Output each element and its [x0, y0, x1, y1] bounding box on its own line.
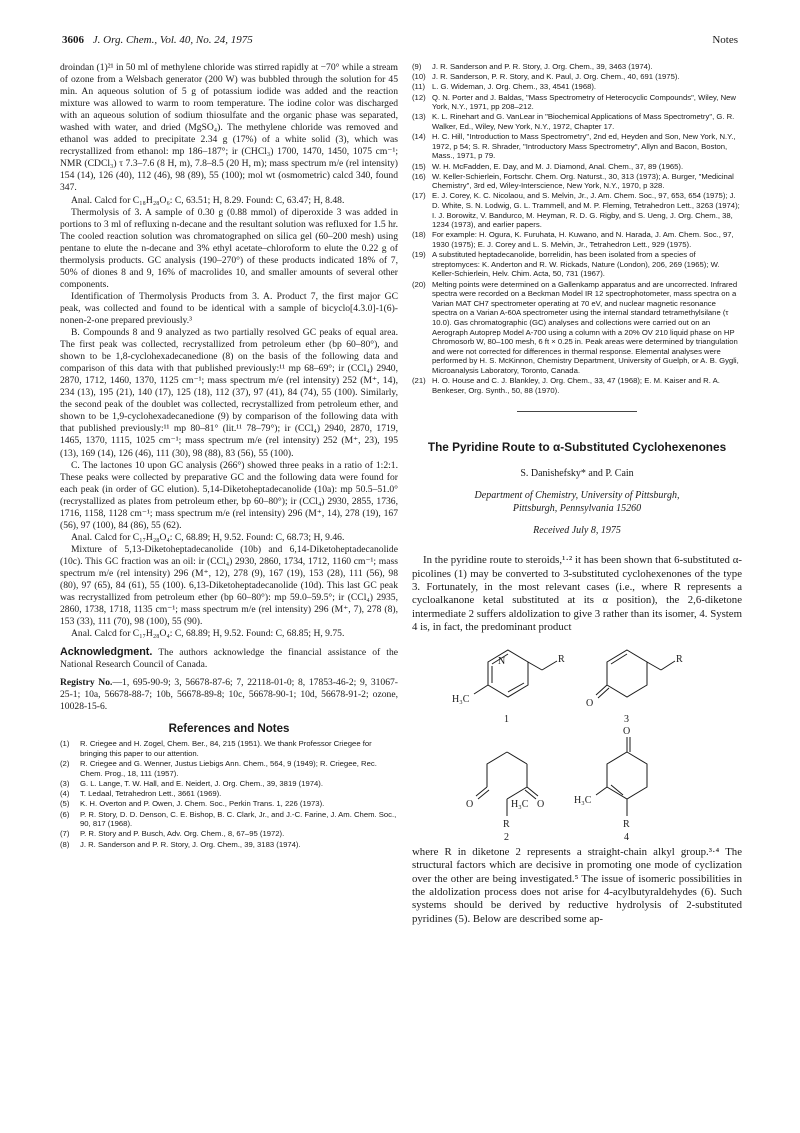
reference-item: (11) L. G. Wideman, J. Org. Chem., 33, 4541 (1968). — [412, 82, 597, 92]
paragraph: Anal. Calcd for C₁₈H₂₈O₆: C, 63.51; H, 8.29. Found: C, 63.47; H, 8.48. — [71, 194, 345, 206]
ch3-label: H₃C — [452, 694, 470, 706]
left-column — [60, 62, 398, 850]
structure-1 — [474, 650, 557, 697]
structure-4 — [596, 737, 647, 816]
page-number: 3606 — [62, 34, 84, 46]
r-label: R — [503, 819, 510, 831]
affiliation: Department of Chemistry, University of Pittsburgh, Pittsburgh, Pennsylvania 15260 — [474, 490, 680, 515]
structure-number: 4 — [624, 832, 629, 843]
reference-item: (8) J. R. Sanderson and P. R. Story, J. Org. Chem., 39, 3183 (1974). — [60, 839, 301, 849]
structure-2 — [476, 752, 538, 816]
structure-number: 1 — [504, 714, 509, 726]
structure-number: 2 — [504, 832, 509, 843]
r-label: R — [558, 654, 565, 666]
structure-number: 3 — [624, 714, 629, 726]
reference-item: (20) Melting points were determined on a Gallenkamp apparatus and are uncorrected. Infrared spectra were recorded on a Beckman Model IR 12 spectrophotometer, mass spectra on a Varian MAT CH7 spectrometer operating at 70 eV, and nuclear magnetic resonance spectra on a Varian A-60A spectrometer using the internal standard tetramethylsilane (τ 10.0). Gas chromatographic (GC) analyses and collections were carried out on an Aerograph Autoprep Model A-700 using a column with a 20% OV 210 liquid phase on HP Chromosorb W, 80–100 mesh, 6 ft × 0.25 in. Peak areas were determined by triangulation and were not corrected for differences in thermal response. Elemental analyses were performed by H. S. McKinnon, Chemistry Department, University of Guelph, or A. B. Gygli, Microanalysis Laboratory, Toronto, Canada. — [412, 279, 739, 375]
r-label: R — [623, 819, 630, 831]
reference-item: (14) H. C. Hill, "Introduction to Mass Spectrometry", 2nd ed, Heyden and Son, New York, N.Y., 1972, p 54; S. R. Shrader, "Introductory Mass Spectrometry", Allyn and Bacon, Boston, Mass., 1971, p 79. — [412, 132, 736, 161]
reference-item: (2) R. Criegee and G. Wenner, Justus Liebigs Ann. Chem., 564, 9 (1949); R. Criegee, Rec. Chem. Prog., 18, 111 (1957). — [60, 759, 377, 778]
paragraph: In the pyridine route to steroids,¹·² it has been shown that 6-substituted α-picolines (1) may be converted to 3-substituted cyclohexenones of the type 3. Fortunately, in the most relevant cases (i.e., where R represents a cycloalkanone ketal substituted at its α position), the 2,6-diketone intermediate 2 suffers aldolization to give 3 rather than its isomer, 4. System 4 is, in fact, the predominant product — [412, 554, 742, 633]
paragraph: Anal. Calcd for C₁₇H₂₈O₄: C, 68.89; H, 9.52. Found: C, 68.73; H, 9.46. — [71, 531, 345, 543]
reference-item: (18) For example: H. Ogura, K. Furuhata, H. Kuwano, and N. Harada, J. Am. Chem. Soc., 97, 1930 (1975); E. J. Corey and L. S. Melvin, Jr., Tetrahedron Lett., 929 (1975). — [412, 230, 734, 250]
journal-citation: J. Org. Chem., Vol. 40, No. 24, 1975 — [92, 34, 253, 46]
o-label: O — [623, 726, 631, 738]
structure-drawing — [412, 640, 742, 842]
chemical-structures — [412, 640, 742, 842]
acknowledgment — [60, 646, 398, 671]
reference-item: (12) Q. N. Porter and J. Baldas, "Mass Spectrometry of Heterocyclic Compounds", Wiley, New York, N.Y., 1971, pp 208–212. — [412, 92, 736, 112]
page-header — [62, 34, 738, 50]
reference-item: (7) P. R. Story and P. Busch, Adv. Org. Chem., 8, 67–95 (1972). — [60, 829, 285, 839]
paragraph: Anal. Calcd for C₁₇H₂₈O₄: C, 68.89; H, 9.52. Found: C, 68.85; H, 9.75. — [71, 628, 345, 640]
reference-item: (10) J. R. Sanderson, P. R. Story, and K. Paul, J. Org. Chem., 40, 691 (1975). — [412, 72, 680, 82]
reference-item: (19) A substituted heptadecanolide, borrelidin, has been isolated from a species of streptomyces: K. Anderton and R. W. Rickads, Nature (London), 206, 269 (1965); W. Keller-Schierlein, Helv. Chim. Acta, 50, 731 (1967). — [412, 250, 720, 279]
reference-item: (15) W. H. McFadden, E. Day, and M. J. Diamond, Anal. Chem., 37, 89 (1965). — [412, 161, 684, 171]
reference-item: (6) P. R. Story, D. D. Denson, C. E. Bishop, B. C. Clark, Jr., and J.-C. Farine, J. Am. Chem. Soc., 90, 817 (1968). — [60, 809, 397, 829]
o-label: O — [466, 799, 474, 811]
ch3-label: H₃C — [574, 795, 592, 807]
paragraph: Mixture of 5,13-Diketoheptadecanolide (10b) and 6,14-Diketoheptadecanolide (10c). This GC fraction was an oil: ir (CCl₄) 2930, 2860, 1734, 1712, 1160 cm⁻¹; mass spectrum m/e (rel intensity) 296 (M⁺, 12), 278 (9), 167 (19), 153 (28), 111 (56), 98 (80), 97 (65), 84 (61), 55 (100). 6,13-Diketoheptadecanolide (10d). This last GC peak was recrystallized from petroleum ether (bp 60–80°): mp 59.0–59.5°; ir (CCl₄) 2935, 2860, 1738, 1718, 1135 cm⁻¹; mass spectrum m/e (rel intensity) 296 (M⁺, 7), 278 (8), 153 (33), 111 (70), 98 (100), 55 (90). — [60, 543, 398, 628]
acknowledgment-label: Acknowledgment. — [60, 646, 153, 659]
right-column — [412, 62, 742, 926]
received-date: Received July 8, 1975 — [533, 525, 621, 537]
ch3-label: H₃C — [511, 799, 529, 811]
acknowledgment-text: The authors acknowledge the financial assistance of the National Research Council of Canada. — [60, 647, 398, 671]
reference-item: (3) G. L. Lange, T. W. Hall, and E. Neidert, J. Org. Chem., 39, 3819 (1974). — [60, 779, 323, 789]
reference-item: (13) K. L. Rinehart and G. VanLear in "Biochemical Applications of Mass Spectrometry", G. R. Walker, Ed., Wiley, New York, N.Y., 1972, Chapter 17. — [412, 112, 735, 131]
reference-item: (4) T. Ledaal, Tetrahedron Lett., 3661 (1969). — [60, 789, 222, 799]
divider — [517, 411, 637, 412]
article-title: The Pyridine Route to α-Substituted Cyclohexenones — [427, 440, 727, 455]
structure-3 — [596, 650, 675, 698]
reference-list-right — [412, 62, 742, 395]
registry-text: —1, 695-90-9; 3, 56678-87-6; 7, 22118-01-0; 8, 17853-46-2; 9, 31067-25-1; 10a, 56678-88-7; 10b, 56678-89-8; 10c, 56678-90-1; 10d, 56678-91-2; ozone, 10028-15-6. — [60, 677, 399, 713]
reference-list-left — [60, 739, 398, 849]
registry-numbers — [60, 677, 398, 713]
paragraph: B. Compounds 8 and 9 analyzed as two partially resolved GC peaks of equal area. The first peak was collected, recrystallized from petroleum ether (bp 60–80°), and shown to be 1,8-cyclohexadecanedione (8) on the basis of the following data and comparison of this data with that published previously:¹¹ mp 68–69°; ir (CCl₄) 2940, 2870, 1712, 1460, 1370, 1125 cm⁻¹; mass spectrum m/e (rel intensity) 252 (M⁺, 14), 234 (13), 195 (21), 140 (17), 125 (18), 112 (37), 97 (41), 84 (74), 55 (100). Similarly, the second peak of the doublet was collected, recrystallized from petroleum ether, and shown to be 1,9-cyclohexadecanedione (9) by comparison of the following data with that published previously:¹¹ mp 80–81° (lit.¹¹ 78–79°); ir (CCl₄) 2940, 2870, 1719, 1465, 1370, 1115, 1025 cm⁻¹; mass spectrum m/e (rel intensity) 252 (M⁺, 23), 195 (13), 169 (14), 126 (46), 111 (30), 98 (88), 83 (56), 55 (100). — [60, 327, 398, 459]
r-label: R — [676, 654, 683, 666]
references-heading: References and Notes — [168, 723, 290, 736]
paragraph: C. The lactones 10 upon GC analysis (266°) showed three peaks in a ratio of 1:2:1. These peaks were collected by preparative GC and the following data were found for each peak (in order of GC elution). 5,14-Diketoheptadecanolide (10a): mp 50.5–51.0° (recrystallized as plates from petroleum ether, bp 60–80°); ir (CCl₄) 2930, 2855, 1736, 1716, 1158, 1128 cm⁻¹; mass spectrum m/e (rel intensity) 296 (M⁺, 14), 278 (19), 167 (56), 97 (100), 84 (86), 55 (62). — [60, 459, 398, 531]
o-label: O — [586, 698, 594, 710]
section-label: Notes — [712, 34, 738, 46]
reference-item: (1) R. Criegee and H. Zogel, Chem. Ber., 84, 215 (1951). We thank Professor Criegee for bringing this paper to our attention. — [60, 739, 372, 759]
n-label: N — [498, 656, 506, 668]
paragraph: Thermolysis of 3. A sample of 0.30 g (0.88 mmol) of diperoxide 3 was added in portions to 3 ml of refluxing n-decane and the resultant solution was refluxed for 1.5 hr. The cooled reaction solution was chromatographed on silica gel (60–200 mesh) using pentane to elute the n-decane and 3% ethyl acetate–chloroform to elute the 0.22 g of thermolysis products. GC analysis (190–270°) of these products indicated 18% of 7, 50% of diones 8 and 9, 16% of macrolides 10, and smaller amounts of several other components. — [60, 206, 398, 290]
paragraph: where R in diketone 2 represents a straight-chain alkyl group.³·⁴ The structural factors which are decisive in promoting one mode of cyclization over the other are being investigated.⁵ The issue of isomeric possibilities in the aldolization process does not arise for 4-acylbutyraldehydes (6). Such systems should be derived by reductive hydrolysis of 2-substituted pyridines (5). Below are described some ap- — [412, 846, 742, 925]
o-label: O — [537, 799, 545, 811]
reference-item: (16) W. Keller-Schierlein, Fortschr. Chem. Org. Naturst., 30, 313 (1973); A. Burger, "Medicinal Chemistry", 3rd ed, Wiley-Interscience, New York, N.Y., 1970, p 328. — [412, 171, 734, 191]
reference-item: (21) H. O. House and C. J. Blankley, J. Org. Chem., 33, 47 (1968); E. M. Kaiser and R. A. Benkeser, Org. Synth., 50, 88 (1970). — [412, 376, 720, 395]
article-body-continued — [412, 846, 742, 926]
reference-item: (17) E. J. Corey, K. C. Nicolaou, and S. Melvin, Jr., J. Am. Chem. Soc., 97, 653, 654 (1975); J. D. White, S. N. Lodwig, G. L. Trammell, and M. P. Fleming, Tetrahedron Lett., 3263 (1974); I. J. Borowitz, V. Bandurco, M. Heyman, R. D. G. Rigby, and S. Ueng, J. Org. Chem., 38, 1234 (1973), and earlier papers. — [412, 191, 740, 230]
paragraph: Identification of Thermolysis Products from 3. A. Product 7, the first major GC peak, was collected and found to be identical with a sample of bicyclo[4.3.0]-1(6)-nonen-2-one prepared previously.³ — [60, 290, 398, 326]
article-authors: S. Danishefsky* and P. Cain — [520, 468, 634, 480]
reference-item: (5) K. H. Overton and P. Owen, J. Chem. Soc., Perkin Trans. 1, 226 (1973). — [60, 799, 325, 809]
registry-label: Registry No. — [60, 677, 113, 689]
paragraph: droindan (1)²¹ in 50 ml of methylene chloride was stirred rapidly at −70° while a stream of ozone from a Welsbach generator (200 W) was bubbled through the solution for 45 min. An aqueous solution of 5 g of potassium iodide was added and the reaction mixture was allowed to warm to room temperature. The iodine color was discharged with an aqueous solution of sodium thiosulfate and the organic phase was separated, washed with water, and dried (MgSO₄). The methylene chloride was removed and ethanol was added to precipitate 2.34 g (17%) of a white solid (3), which was recrystallized from ethanol: mp 186–187°; ir (CHCl₃) 1700, 1470, 1450, 1075 cm⁻¹; NMR (CDCl₃) τ 7.3–7.6 (8 H, m), 7.8–8.5 (20 H, m); mass spectrum m/e (rel intensity) 154 (14), 126 (40), 112 (46), 98 (89), 55 (100); mol wt (osmometric) calcd 340, found 347. — [60, 62, 398, 194]
article-body — [412, 554, 742, 634]
reference-item: (9) J. R. Sanderson and P. R. Story, J. Org. Chem., 39, 3463 (1974). — [412, 62, 653, 71]
